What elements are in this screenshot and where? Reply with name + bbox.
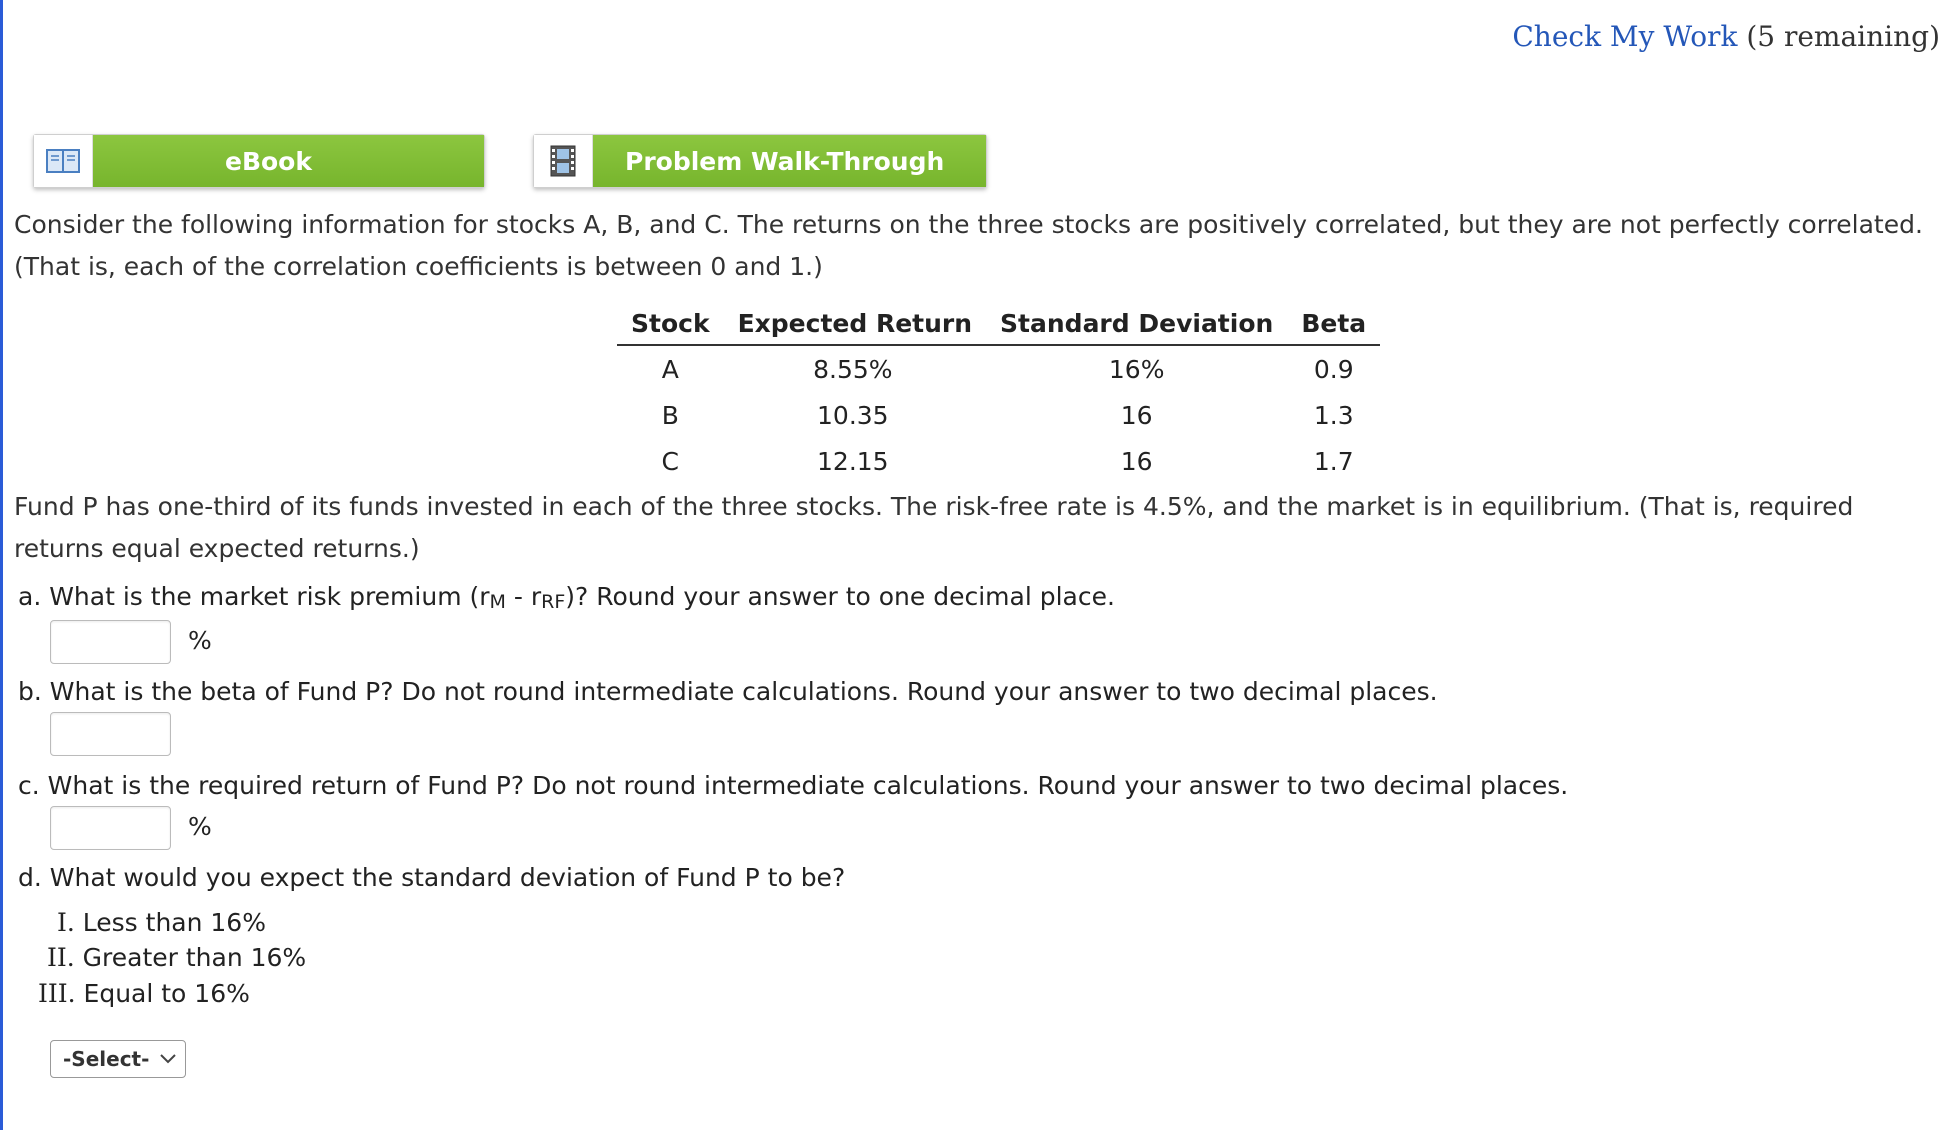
- subscript-rf: RF: [541, 591, 566, 613]
- question-a: [18, 582, 1115, 613]
- film-icon: [534, 135, 593, 187]
- answer-a-input[interactable]: [50, 620, 171, 664]
- subscript-m: M: [489, 591, 506, 613]
- cell-expected-return: 12.15: [817, 446, 889, 476]
- walkthrough-label: Problem Walk-Through: [593, 135, 986, 187]
- option-label: Less than 16%: [82, 908, 266, 937]
- option-label: Equal to 16%: [83, 979, 250, 1008]
- question-a-text-mid: - r: [505, 582, 542, 611]
- cell-beta: 1.7: [1313, 446, 1354, 476]
- cell-standard-deviation: 16: [1120, 400, 1153, 430]
- ebook-button[interactable]: [33, 134, 485, 188]
- fund-paragraph: Fund P has one-third of its funds invested in each of the three stocks. The risk-free rate is 4.5%, and the market is in equilibrium. (That is, required returns equal expected returns.): [14, 492, 1854, 563]
- answer-d-select[interactable]: [50, 1040, 186, 1078]
- table-row: [617, 392, 1380, 438]
- cell-stock: B: [661, 400, 679, 430]
- question-b: b. What is the beta of Fund P? Do not round intermediate calculations. Round your answer to two decimal places.: [18, 677, 1438, 706]
- check-my-work-link[interactable]: Check My Work: [1512, 20, 1738, 53]
- chevron-down-icon: [159, 1051, 177, 1070]
- cell-beta: 0.9: [1313, 354, 1354, 384]
- answer-c-input[interactable]: [50, 806, 171, 850]
- option-iii: [38, 979, 250, 1008]
- table-row: [617, 438, 1380, 484]
- header-expected-return: Expected Return: [724, 302, 986, 345]
- option-i: [57, 908, 266, 937]
- question-a-text-end: )? Round your answer to one decimal place.: [565, 582, 1115, 611]
- answer-b-input[interactable]: [50, 712, 171, 756]
- cell-stock: A: [661, 354, 679, 384]
- option-numeral: III.: [38, 979, 76, 1008]
- percent-unit-a: %: [188, 626, 212, 655]
- percent-unit-c: %: [188, 812, 212, 841]
- book-icon: [34, 135, 93, 187]
- header-standard-deviation: Standard Deviation: [986, 302, 1287, 345]
- remaining-count: (5 remaining): [1746, 20, 1940, 53]
- header-beta: Beta: [1287, 302, 1380, 345]
- cell-stock: C: [661, 446, 680, 476]
- header-stock: Stock: [617, 302, 724, 345]
- option-label: Greater than 16%: [82, 943, 307, 972]
- table-header-row: [617, 302, 1380, 345]
- select-value: -Select-: [63, 1047, 150, 1071]
- cell-standard-deviation: 16%: [1108, 354, 1165, 384]
- option-ii: [47, 943, 306, 972]
- problem-walkthrough-button[interactable]: [533, 134, 987, 188]
- cell-expected-return: 10.35: [817, 400, 889, 430]
- check-my-work: [1512, 20, 1940, 53]
- cell-standard-deviation: 16: [1120, 446, 1153, 476]
- cell-expected-return: 8.55%: [813, 354, 893, 384]
- question-c: c. What is the required return of Fund P? Do not round intermediate calculations. Round your answer to two decimal places.: [18, 771, 1569, 800]
- question-a-text: a. What is the market risk premium (r: [18, 582, 490, 611]
- option-numeral: II.: [47, 943, 75, 972]
- cell-beta: 1.3: [1313, 400, 1354, 430]
- left-border-accent: [0, 0, 3, 1130]
- stock-table: [617, 302, 1380, 484]
- option-numeral: I.: [57, 908, 75, 937]
- table-row: [617, 345, 1380, 392]
- ebook-label: eBook: [93, 135, 484, 187]
- intro-paragraph: Consider the following information for stocks A, B, and C. The returns on the three stocks are positively correlated, but they are not perfectly correlated. (That is, each of the correlation coefficients is between 0 and 1.): [14, 210, 1923, 281]
- question-d: d. What would you expect the standard deviation of Fund P to be?: [18, 863, 846, 892]
